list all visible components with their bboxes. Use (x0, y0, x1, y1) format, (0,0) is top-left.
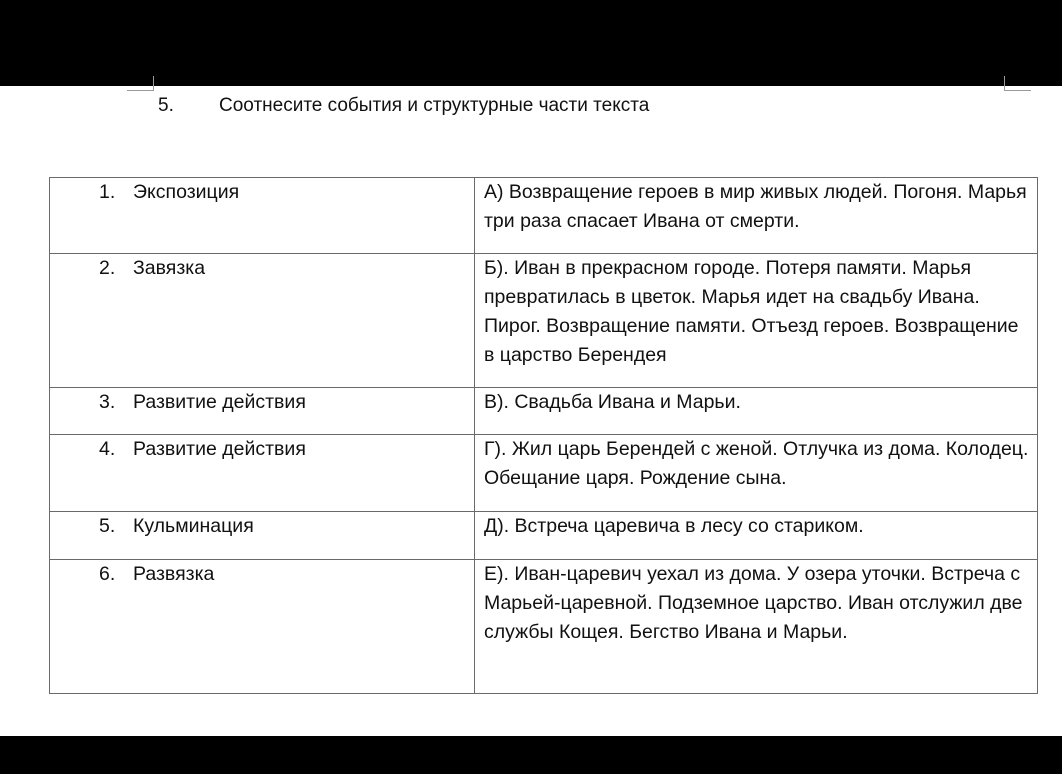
event-cell (475, 435, 1038, 512)
margin-corner-mark-right (1004, 76, 1031, 91)
structure-part-cell (50, 435, 475, 512)
item-number: 4. (99, 438, 116, 460)
structure-part-label: Кульминация (133, 515, 254, 537)
event-text: В). Свадьба Ивана и Марьи. (484, 391, 741, 413)
table-row (50, 512, 1038, 560)
event-text: А) Возвращение героев в мир живых людей. Погоня. Марья три раза спасает Ивана от смерти. (484, 181, 1027, 232)
event-text: Г). Жил царь Берендей с женой. Отлучка из дома. Колодец. Обещание царя. Рождение сына. (484, 438, 1029, 489)
item-number: 6. (99, 563, 116, 585)
event-cell (475, 512, 1038, 560)
structure-part-cell (50, 388, 475, 435)
matching-table (49, 177, 1038, 694)
structure-part-label: Завязка (133, 257, 206, 279)
item-number: 1. (99, 181, 116, 203)
event-cell (475, 560, 1038, 694)
margin-corner-mark-left (127, 76, 154, 91)
structure-part-cell (50, 560, 475, 694)
table-row (50, 178, 1038, 254)
event-cell (475, 178, 1038, 254)
document-page (0, 86, 1062, 736)
table-row (50, 388, 1038, 435)
event-text: Е). Иван-царевич уехал из дома. У озера уточки. Встреча с Марьей-царевной. Подземное царство. Иван отслужил две службы Кощея. Бегство Ивана и Марьи. (484, 563, 1023, 643)
table-row (50, 254, 1038, 388)
item-number: 5. (99, 515, 116, 537)
event-cell (475, 388, 1038, 435)
item-number: 3. (99, 391, 116, 413)
item-number: 2. (99, 257, 116, 279)
event-cell (475, 254, 1038, 388)
table-row (50, 560, 1038, 694)
structure-part-label: Развитие действия (133, 438, 306, 460)
event-text: Б). Иван в прекрасном городе. Потеря памяти. Марья превратилась в цветок. Марья идет на свадьбу Ивана. Пирог. Возвращение памяти. Отъезд героев. Возвращение в царство Берендея (484, 257, 1019, 366)
structure-part-label: Развязка (133, 563, 215, 585)
structure-part-cell (50, 512, 475, 560)
structure-part-cell (50, 254, 475, 388)
structure-part-cell (50, 178, 475, 254)
structure-part-label: Экспозиция (133, 181, 240, 203)
structure-part-label: Развитие действия (133, 391, 306, 413)
event-text: Д). Встреча царевича в лесу со стариком. (484, 515, 864, 537)
task-number: 5. (158, 95, 174, 116)
task-text: Соотнесите события и структурные части текста (219, 95, 650, 116)
table-row (50, 435, 1038, 512)
